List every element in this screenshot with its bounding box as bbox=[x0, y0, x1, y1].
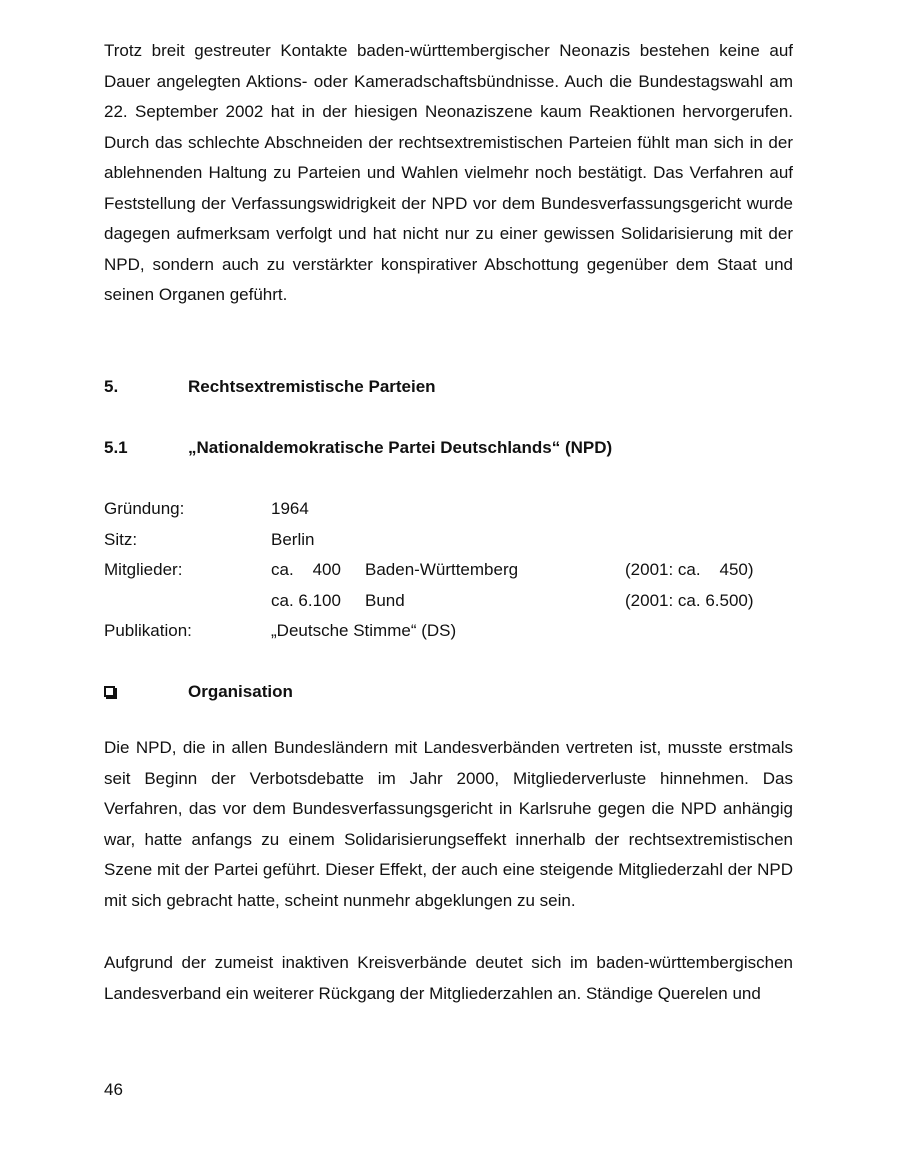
section-heading bbox=[104, 376, 436, 398]
intro-paragraph: Trotz breit gestreuter Kontakte baden-württembergischer Neonazis bestehen keine auf Dauer angelegten Aktions- oder Kameradschaftsbündnisse. Auch die Bundestagswahl am 22. September 2002 hat in der hiesigen Neonaziszene kaum Reaktionen hervorgerufen. Durch das schlechte Abschneiden der rechtsextremistischen Parteien fühlt man sich in der ablehnenden Haltung zu Parteien und Wahlen vielmehr noch bestätigt. Das Verfahren auf Feststellung der Verfassungswidrigkeit der NPD vor dem Bundesverfassungsgericht wurde dagegen aufmerksam verfolgt und hat nicht nur zu einer gewissen Solidarisierung mit der NPD, sondern auch zu verstärkter konspirativer Abschottung gegenüber dem Staat und seinen Organen geführt. bbox=[104, 41, 793, 304]
members-bw-region: Baden-Württemberg bbox=[365, 560, 519, 579]
publication-label: Publikation: bbox=[104, 621, 192, 640]
organisation-heading bbox=[104, 681, 293, 703]
members-label: Mitglieder: bbox=[104, 560, 183, 579]
checkbox-bullet bbox=[104, 681, 188, 703]
founding-label: Gründung: bbox=[104, 499, 185, 518]
paragraph-decline: Aufgrund der zumeist inaktiven Kreisverbände deutet sich im baden-württembergischen Landesverband ein weiterer Rückgang der Mitgliederzahlen an. Ständige Querelen und bbox=[104, 953, 793, 1003]
seat-label: Sitz: bbox=[104, 529, 138, 549]
members-bw-value: ca. 400 bbox=[271, 560, 341, 579]
subsection-number: 5.1 bbox=[104, 438, 128, 457]
members-fed-region: Bund bbox=[365, 590, 405, 610]
section-number: 5. bbox=[104, 377, 119, 396]
checkbox-icon bbox=[104, 686, 115, 697]
page-number: 46 bbox=[104, 1080, 123, 1099]
publication-value: „Deutsche Stimme“ (DS) bbox=[271, 621, 457, 640]
organisation-title: Organisation bbox=[188, 682, 293, 701]
paragraph-organisation: Die NPD, die in allen Bundesländern mit Landesverbänden vertreten ist, musste erstmals seit Beginn der Verbotsdebatte im Jahr 2000, Mitgliederverluste hinnehmen. Das Verfahren, das vor dem Bundesverfassungsgericht in Karlsruhe gegen die NPD anhängig war, hatte anfangs zu einem Solidarisierungseffekt innerhalb der rechtsextremistischen Szene mit der Partei geführt. Dieser Effekt, der auch eine steigende Mitgliederzahl der NPD mit sich gebracht hatte, scheint nunmehr abgeklungen zu sein. bbox=[104, 738, 793, 910]
subsection-heading bbox=[104, 437, 612, 459]
seat-value: Berlin bbox=[271, 529, 315, 549]
subsection-title: „Nationaldemokratische Partei Deutschlands“ (NPD) bbox=[188, 438, 613, 457]
section-title: Rechtsextremistische Parteien bbox=[188, 377, 436, 396]
members-fed-prev: (2001: ca. 6.500) bbox=[625, 590, 754, 610]
members-bw-prev: (2001: ca. 450) bbox=[625, 560, 754, 579]
members-fed-value: ca. 6.100 bbox=[271, 590, 341, 610]
founding-value: 1964 bbox=[271, 499, 309, 518]
